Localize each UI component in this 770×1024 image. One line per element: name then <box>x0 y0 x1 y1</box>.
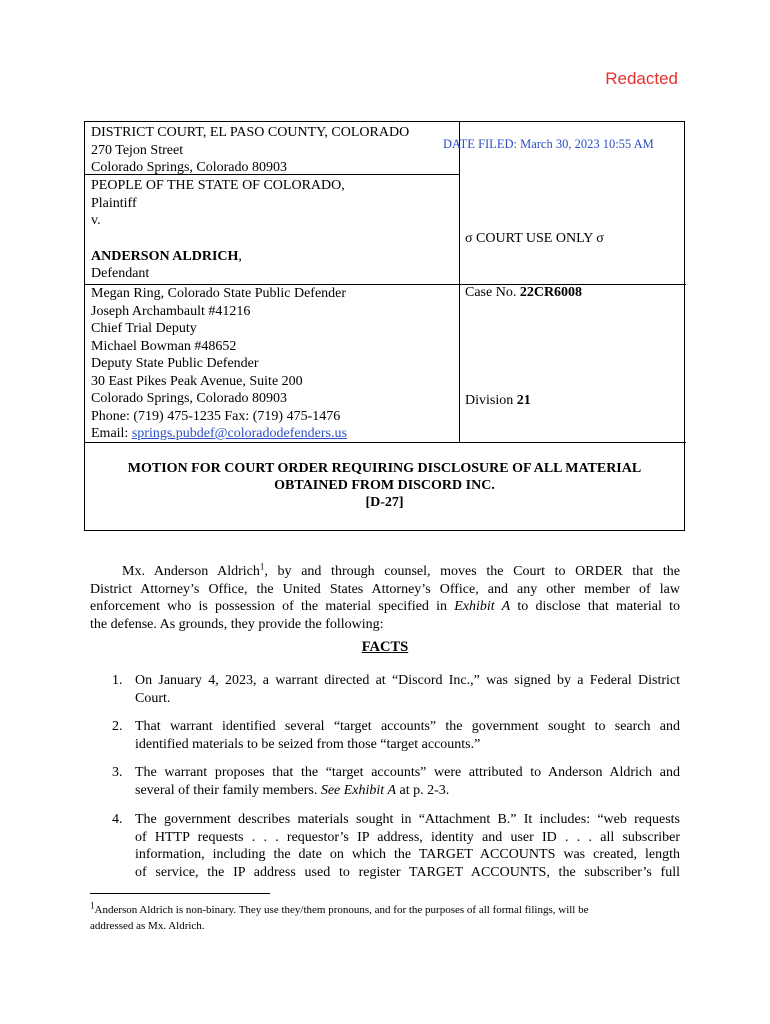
court-street: 270 Tejon Street <box>91 142 184 158</box>
footnote-rule <box>90 893 270 894</box>
counsel-line: Phone: (719) 475-1235 Fax: (719) 475-1476 <box>91 408 341 424</box>
intro-paragraph: Mx. Anderson Aldrich$^1$, by and through counsel, moves the Court to ORDER that the District Attorney’s Office, the United States Attorney’s Office, and any other member of law enforcement who is possession of the material specified in Exhibit A to disclose that material to the defense. As grounds, they provide the following: <box>90 561 681 632</box>
counsel-line: Deputy State Public Defender <box>91 356 259 371</box>
plaintiff-role: Plaintiff <box>91 195 137 211</box>
defendant-line: ANDERSON ALDRICH, <box>91 248 242 264</box>
counsel-block <box>91 285 347 443</box>
court-city: Colorado Springs, Colorado 80903 <box>91 160 287 175</box>
counsel-line: Colorado Springs, Colorado 80903 <box>91 391 287 406</box>
email-line: Email: springs.pubdef@coloradodefenders.us <box>91 426 347 441</box>
date-filed-stamp: DATE FILED: March 30, 2023 10:55 AM <box>443 137 654 151</box>
plaintiff-name: PEOPLE OF THE STATE OF COLORADO, <box>91 178 345 193</box>
counsel-line: 30 East Pikes Peak Avenue, Suite 200 <box>91 373 303 389</box>
counsel-line: Megan Ring, Colorado State Public Defender <box>91 286 347 301</box>
division: Division 21 <box>465 393 531 408</box>
caption-divider-vertical <box>459 122 460 442</box>
caption-table <box>84 121 685 531</box>
defendant-role: Defendant <box>91 266 150 281</box>
footnote: $^1$Anderson Aldrich is non-binary. They use they/them pronouns, and for the purposes of all formal filings, will be addressed as Mx. Aldrich. <box>90 900 589 932</box>
court-name: DISTRICT COURT, EL PASO COUNTY, COLORADO <box>91 125 410 140</box>
facts-heading: FACTS <box>361 639 409 655</box>
footnote-ref: 1 <box>259 561 265 572</box>
court-block <box>91 124 409 177</box>
versus: v. <box>91 213 101 228</box>
counsel-line: Michael Bowman #48652 <box>91 338 237 354</box>
motion-title: MOTION FOR COURT ORDER REQUIRING DISCLOSURE OF ALL MATERIAL OBTAINED FROM DISCORD INC. [D-27] <box>127 461 642 510</box>
email-link[interactable]: springs.pubdef@coloradodefenders.us <box>131 426 347 441</box>
counsel-line: Chief Trial Deputy <box>91 321 197 336</box>
defendant-name: ANDERSON ALDRICH <box>91 248 239 264</box>
counsel-line: Joseph Archambault #41216 <box>91 303 251 319</box>
case-number: Case No. 22CR6008 <box>465 285 583 300</box>
court-use-only: σ COURT USE ONLY σ <box>465 231 604 246</box>
redacted-watermark: Redacted <box>605 69 678 88</box>
parties-block <box>91 177 345 283</box>
